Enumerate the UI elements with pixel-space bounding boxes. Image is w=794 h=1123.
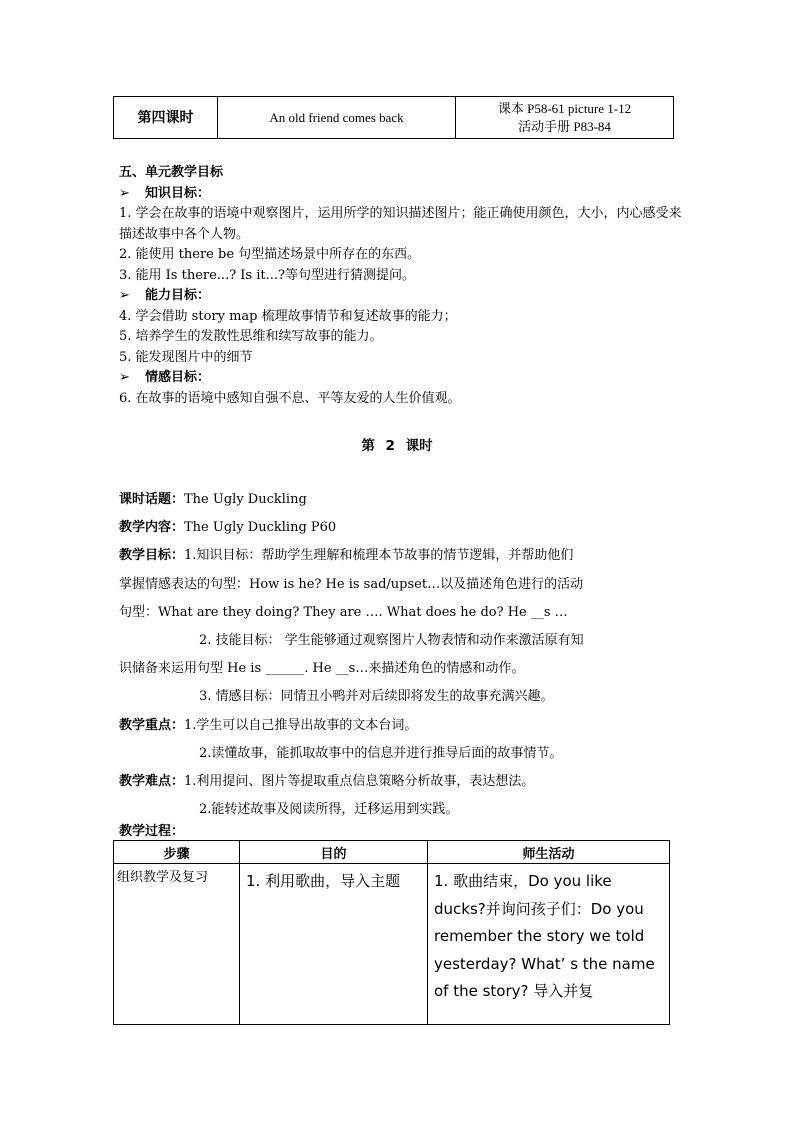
column-header: 目的 bbox=[240, 841, 428, 864]
lesson-header-table bbox=[113, 96, 674, 139]
column-header: 师生活动 bbox=[428, 841, 670, 864]
difficult-line: 教学难点：1.利用提问、图片等提取重点信息策略分析故事，表达想法。 bbox=[119, 774, 535, 790]
arrow-bullet-icon: ➢ bbox=[119, 370, 130, 385]
goal-item: 6. 在故事的语境中感知自强不息、平等友爱的人生价值观。 bbox=[119, 390, 461, 406]
unit-goals-section bbox=[119, 163, 689, 409]
table-row bbox=[114, 864, 670, 1025]
goal-item: 3. 能用 Is there...? Is it...?等句型进行猜测提问。 bbox=[119, 267, 415, 283]
goals-line: 2. 技能目标： 学生能够通过观察图片人物表情和动作来激活原有知 bbox=[199, 633, 584, 649]
teaching-steps-table bbox=[113, 840, 670, 1025]
emotion-goal-label: ➢ 情感目标： bbox=[119, 368, 689, 389]
goals-line: 教学目标：1.知识目标：帮助学生理解和梳理本节故事的情节逻辑，并帮助他们 bbox=[119, 548, 574, 564]
activity-cell: 1. 歌曲结束，Do you like ducks?并询问孩子们：Do you remember the story we told yesterday? What’ s the name of the story? 导入并复 bbox=[428, 864, 670, 1025]
topic-line: 课时话题：The Ugly Duckling bbox=[119, 492, 307, 507]
process-label: 教学过程： bbox=[119, 824, 185, 839]
lesson-plan bbox=[119, 486, 679, 824]
difficult-line: 2.能转述故事及阅读所得，迁移运用到实践。 bbox=[199, 802, 459, 818]
lesson-title-cell: An old friend comes back bbox=[218, 97, 456, 139]
step-cell: 组织教学及复习 bbox=[114, 864, 240, 1025]
lesson-pages-cell bbox=[456, 97, 674, 139]
arrow-bullet-icon: ➢ bbox=[119, 185, 130, 201]
goals-line: 句型：What are they doing? They are …. What does he do? He __s … bbox=[119, 604, 568, 620]
content-line: 教学内容：The Ugly Duckling P60 bbox=[119, 520, 337, 536]
goal-item: 4. 学会借助 story map 梳理故事情节和复述故事的能力； bbox=[119, 308, 457, 324]
goals-line: 识储备来运用句型 He is ______. He __s…来描述角色的情感和动作。 bbox=[119, 661, 525, 677]
goals-line: 掌握情感表达的句型：How is he? He is sad/upset…以及描述角色进行的活动 bbox=[119, 576, 584, 592]
goal-item: 2. 能使用 there be 句型描述场景中所存在的东西。 bbox=[119, 247, 421, 262]
key-line: 教学重点：1.学生可以自己推导出故事的文本台词。 bbox=[119, 717, 418, 733]
key-line: 2.读懂故事，能抓取故事中的信息并进行推导后面的故事情节。 bbox=[199, 745, 563, 761]
lesson-title: 第 2 课时 bbox=[361, 438, 433, 454]
unit-goals-heading: 五、单元教学目标 bbox=[119, 165, 224, 180]
goal-item: 1. 学会在故事的语境中观察图片，运用所学的知识描述图片；能正确使用颜色，大小，内心感受来描述故事中各个人物。 bbox=[119, 206, 682, 242]
ability-goal-label: ➢ 能力目标： bbox=[119, 286, 689, 307]
purpose-cell: 1. 利用歌曲，导入主题 bbox=[240, 864, 428, 1025]
goal-item: 5. 能发现图片中的细节 bbox=[119, 349, 253, 365]
pages-line-1: 课本 P58-61 picture 1-12 bbox=[497, 100, 632, 116]
column-header: 步骤 bbox=[114, 841, 240, 864]
pages-line-2: 活动手册 P83-84 bbox=[518, 118, 611, 134]
goal-item: 5. 培养学生的发散性思维和续写故事的能力。 bbox=[119, 329, 383, 344]
lesson-number-cell: 第四课时 bbox=[114, 97, 218, 139]
table-header-row bbox=[114, 841, 670, 864]
goals-line: 3. 情感目标：同情丑小鸭并对后续即将发生的故事充满兴趣。 bbox=[199, 689, 554, 705]
arrow-bullet-icon: ➢ bbox=[119, 288, 130, 303]
knowledge-goal-label: ➢ 知识目标： bbox=[119, 184, 689, 205]
